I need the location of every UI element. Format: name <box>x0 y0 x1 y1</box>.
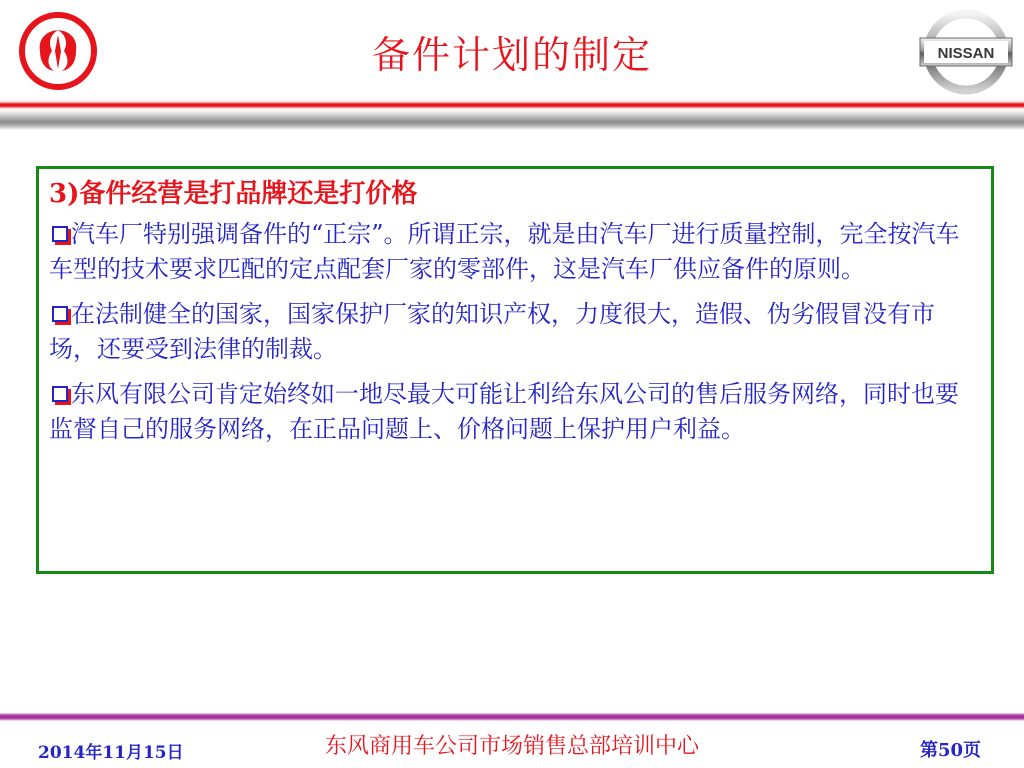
paragraph-text: 在法制健全的国家，国家保护厂家的知识产权，力度很大，造假、伪劣假冒没有市场，还要受到法律的制裁。 <box>49 300 935 363</box>
checkbox-bullet-icon <box>52 306 68 322</box>
checkbox-bullet-icon <box>52 386 68 402</box>
page-title: 备件计划的制定 <box>371 33 652 77</box>
paragraph-text: 汽车厂特别强调备件的“正宗”。所谓正宗，就是由汽车厂进行质量控制，完全按汽车车型的技术要求匹配的定点配套厂家的零部件，这是汽车厂供应备件的原则。 <box>49 220 960 283</box>
bullet-paragraph-2 <box>49 297 981 367</box>
footer-date: 2014年11月15日 <box>38 743 184 763</box>
paragraph-text: 东风有限公司肯定始终如一地尽最大可能让利给东风公司的售后服务网络，同时也要监督自己的服务网络，在正品问题上、价格问题上保护用户利益。 <box>49 380 959 443</box>
checkbox-bullet-icon <box>52 226 68 242</box>
section-heading: 3)备件经营是打品牌还是打价格 <box>49 179 418 209</box>
nissan-logo-text: NISSAN <box>937 45 995 62</box>
nissan-logo-icon <box>918 6 1014 98</box>
bullet-paragraph-1 <box>49 217 981 287</box>
header-divider <box>0 100 1024 130</box>
footer-organization: 东风商用车公司市场销售总部培训中心 <box>324 734 699 759</box>
page-number: 第50页 <box>920 740 982 761</box>
footer-divider <box>0 713 1024 721</box>
bullet-paragraph-3 <box>49 377 981 447</box>
content-box <box>36 166 994 574</box>
